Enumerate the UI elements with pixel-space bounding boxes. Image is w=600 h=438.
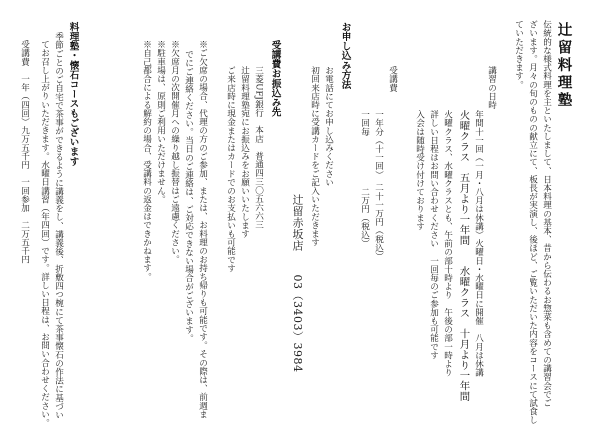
intro-line-2: ざいます。月々の旬のものの献立にて、板長が実演し、後ほど、ご覧いただいた内容をコースにて試食し bbox=[527, 20, 538, 425]
schedule-heading: 講習の日時 bbox=[486, 66, 497, 109]
schedule-class-line-2: 火曜クラス、水曜クラスとも、午前の部十時より 午後の部一時より bbox=[442, 110, 453, 377]
payment-line-2: 辻留料理塾宛にお振込みをお願いいたします bbox=[239, 66, 250, 238]
payment-line-3: ご来店時に現金またはカードでのお支払いも可能です bbox=[225, 66, 236, 273]
note-line-4: ※駐車場は、原則ご利用いただけません。 bbox=[155, 40, 166, 204]
note-line-3: ※欠席月の次開催月への繰り越し振替はご遠慮ください。 bbox=[169, 40, 180, 264]
note-line-2: でにご連絡ください。当日のご連絡は、ご対応できない場合がございます。 bbox=[183, 50, 194, 343]
tea-course-fee-line: 受講費 一年（四回）九万五千円 一回参加 二万五千円 bbox=[19, 40, 30, 264]
tea-course-line-1: 季節ごとのご自宅で茶事ができるように講義をし、講義後、折敷四つ椀にて茶事懐石の作法に基づい bbox=[53, 32, 64, 419]
document-title: 辻留料理塾 bbox=[555, 22, 573, 110]
payment-line-1: 三菱UFJ銀行 本店 普通四三〇五六六三 bbox=[253, 66, 264, 229]
fee-heading: 受講費 bbox=[387, 66, 398, 92]
payment-heading: 受講費お振込み先 bbox=[269, 40, 281, 117]
application-line-1: お電話にてお申し込みください bbox=[323, 66, 334, 187]
phone-line: 辻留赤坂店 03（3403）3984 bbox=[291, 194, 304, 373]
tea-course-heading: 料理塾・懐石コースもございます bbox=[67, 22, 79, 166]
fee-line-2: 一回毎 二万円（税込） bbox=[359, 110, 370, 248]
schedule-class-line-3: 詳しい日程はお問い合わせください 一回毎のご参加も可能です bbox=[428, 110, 439, 360]
schedule-class-line-4: 入会は随時受け付けております bbox=[414, 110, 425, 231]
schedule-class-line-1: 火曜クラス 五月より一年間 水曜クラス 十月より一年間 bbox=[457, 110, 470, 402]
schedule-main-line: 年間十一回（一月・八月は休講）火曜日・水曜日に開催 八月は休講 bbox=[473, 110, 484, 377]
intro-line-1: 伝統的な様式料理を主といたしまして、日本料理の基本、昔から伝わるお惣菜も含めての講習会でご bbox=[541, 20, 552, 407]
note-line-5: ※自己都合による解約の場合、受講料の返金はできかねます。 bbox=[141, 40, 152, 281]
note-line-1: ※ご欠席の場合、代理の方のご参加、または、お料理のお持ち帰りも可能です。その際は、前週ま bbox=[197, 40, 208, 419]
intro-line-3: ていただきます。 bbox=[513, 20, 524, 89]
application-heading: お申し込み方法 bbox=[339, 22, 351, 90]
application-line-2: 初回来店時に受講カードをご記入いただきます bbox=[309, 66, 320, 247]
fee-line-1: 一年分（十一回） 二十一万円（税込） bbox=[373, 110, 384, 261]
tea-course-line-2: てお召し上がりいただきます。水曜日講習（年四回）です。詳しい日程は、お問い合わせください。 bbox=[39, 40, 50, 427]
